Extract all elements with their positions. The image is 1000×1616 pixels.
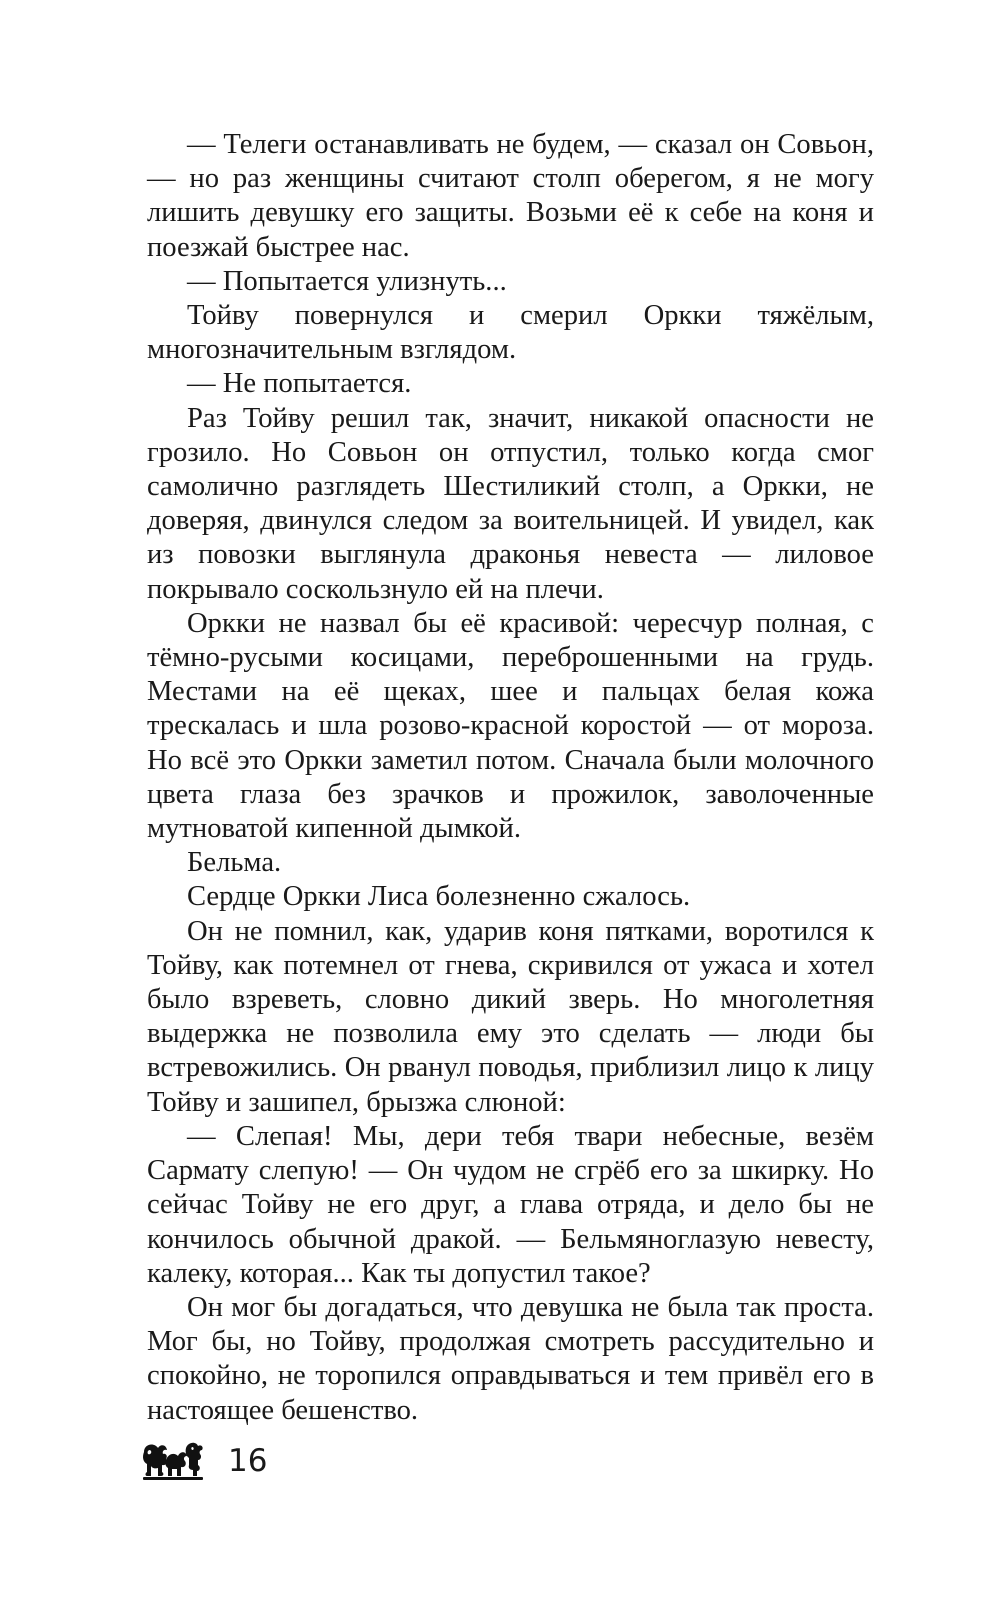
paragraph: Он мог бы догадаться, что девушка не была так проста. Мог бы, но Тойву, продолжая смотреть рассудительно и спокойно, не торопился оправдываться и тем привёл его в настоящее бешенство. — [147, 1291, 874, 1426]
paragraph: — Не попытается. — [187, 368, 412, 400]
paragraph: Он не помнил, как, ударив коня пятками, воротился к Тойву, как потемнел от гнева, скривился от ужаса и хотел было взреветь, словно дикий зверь. Но многолетняя выдержка не позволила ему это сделать — люди бы встревожились. Он рванул поводья, приблизил лицо к лицу Тойву и зашипел, брызжа слюной: — [147, 915, 874, 1118]
page-footer — [140, 1436, 267, 1486]
dragon-ornament-icon — [140, 1438, 206, 1484]
page-number: 16 — [228, 1443, 268, 1479]
paragraph: Раз Тойву решил так, значит, никакой опасности не грозило. Но Совьон он отпустил, только когда смог самолично разглядеть Шестиликий столп, а Оркки, не доверяя, двинулся следом за воительницей. И увидел, как из повозки выглянула драконья невеста — лиловое покрывало соскользнуло ей на плечи. — [147, 402, 874, 605]
paragraph: Сердце Оркки Лиса болезненно сжалось. — [187, 881, 691, 913]
paragraph: Тойву повернулся и смерил Оркки тяжёлым, многозначительным взглядом. — [147, 300, 874, 366]
page-body — [147, 128, 874, 1428]
paragraph: — Слепая! Мы, дери тебя твари небесные, везём Сармату слепую! — Он чудом не сгрёб его за шкирку. Но сейчас Тойву не его друг, а глава отряда, и дело бы не кончилось обычной дракой. — Бельмяноглазую невесту, калеку, которая... Как ты допустил такое? — [147, 1120, 874, 1289]
paragraph: Бельма. — [187, 847, 282, 879]
paragraph: — Телеги останавливать не будем, — сказал он Совьон, — но раз женщины считают столп оберегом, я не могу лишить девушку его защиты. Возьми её к себе на коня и поезжай быстрее нас. — [147, 129, 874, 263]
paragraph: Оркки не назвал бы её красивой: чересчур полная, с тёмно-русыми косицами, переброшенными на грудь. Местами на её щеках, шее и пальцах белая кожа трескалась и шла розово-красной коростой — от мороза. Но всё это Оркки заметил потом. Сначала были молочного цвета глаза без зрачков и прожилок, заволоченные мутноватой кипенной дымкой. — [147, 607, 874, 845]
paragraph: — Попытается улизнуть... — [187, 265, 507, 297]
